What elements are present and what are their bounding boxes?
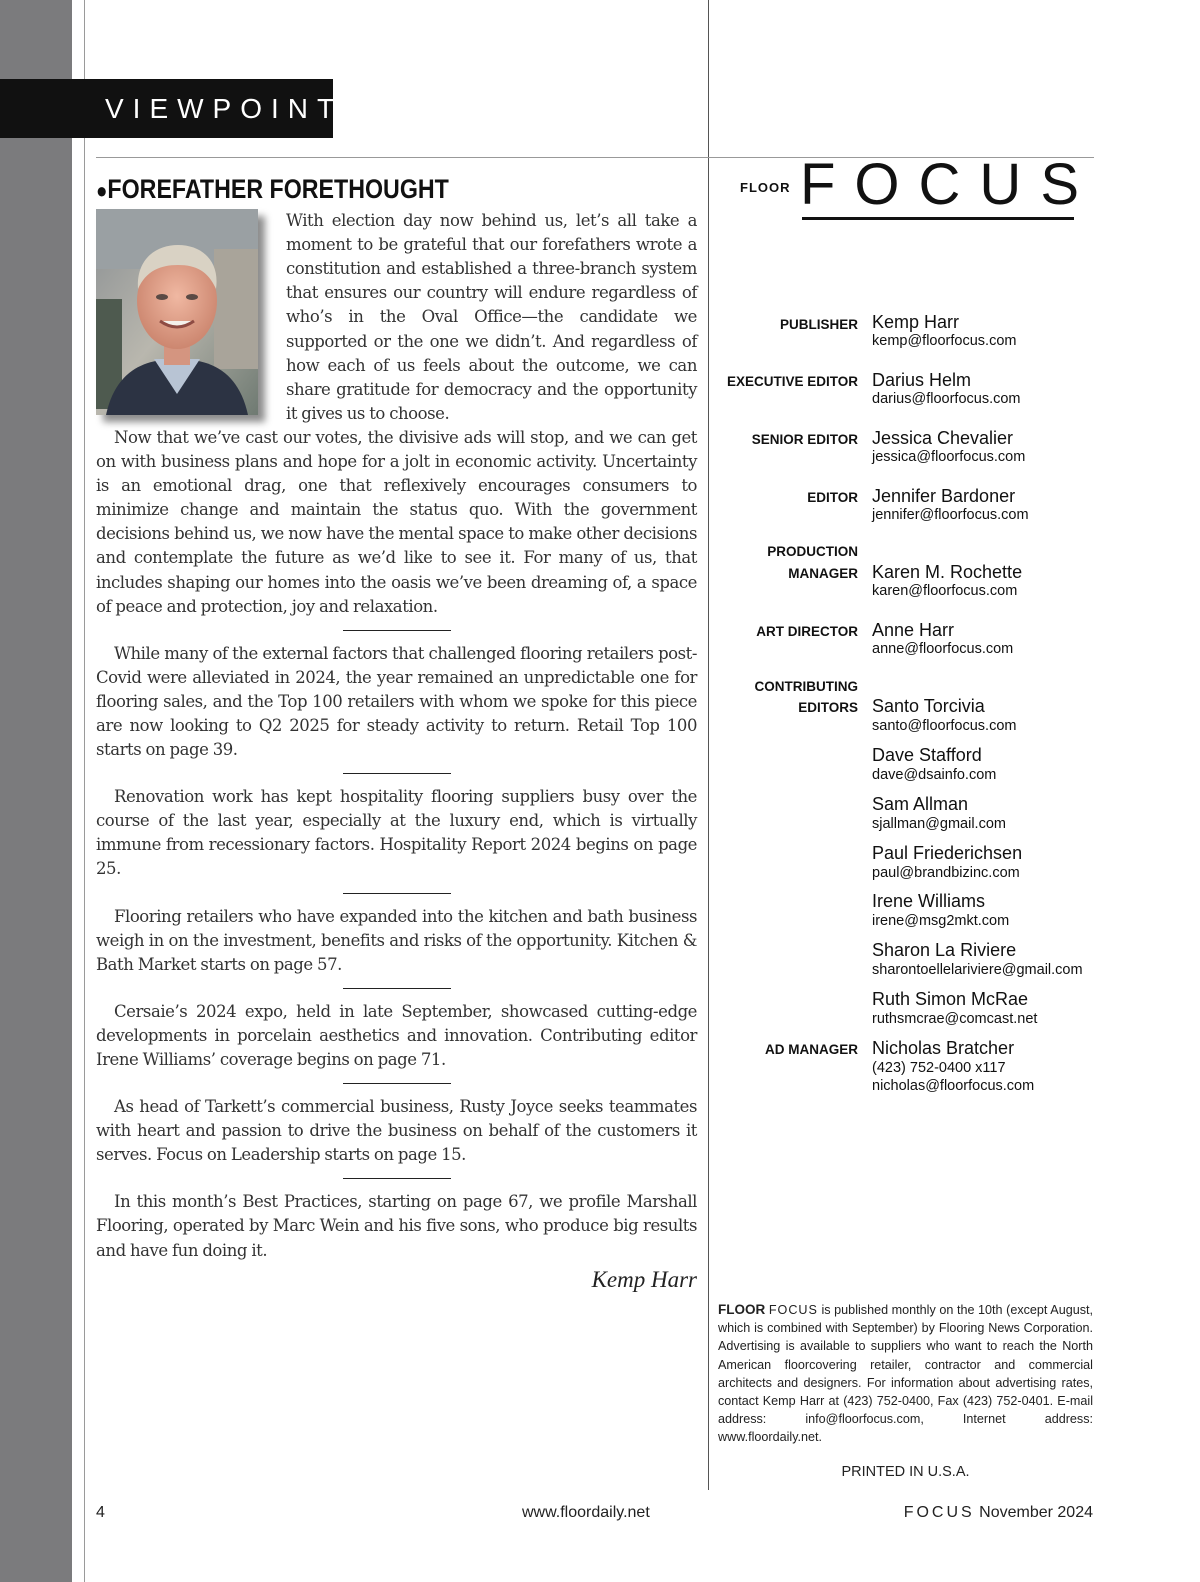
staff-email: ruthsmcrae@comcast.net	[872, 1011, 1038, 1027]
article-paragraph-7: As head of Tarkett’s commercial business, Rusty Joyce seeks teammates with heart and passion to drive the business on behalf of the customers it serves. Focus on Leadership starts on page 15.	[96, 1097, 697, 1165]
article-paragraph-3: While many of the external factors that challenged flooring retailers post-Covid were alleviated in 2024, the year remained an unpredictable one for flooring sales, and the Top 100 retailers with whom we spoke for this piece are now looking to Q2 2025 for steady activity to return. Retail Top 100 starts on page 39.	[96, 643, 697, 760]
staff-role-line: PRODUCTION	[767, 544, 858, 559]
staff-phone: (423) 752-0400 x117	[872, 1060, 1006, 1076]
staff-name: Dave Stafford	[872, 745, 982, 765]
staff-name: Sam Allman	[872, 794, 969, 814]
paragraph-separator	[343, 1178, 451, 1179]
bullet-icon: ●	[96, 178, 108, 203]
staff-role: AD MANAGER	[765, 1042, 858, 1057]
article-paragraph-5: Flooring retailers who have expanded into the kitchen and bath business weigh in on the investment, benefits and risks of the opportunity. Kitchen & Bath Market starts on page 57.	[96, 906, 697, 974]
staff-email: dave@dsainfo.com	[872, 767, 997, 783]
article-paragraph-4: Renovation work has kept hospitality flooring suppliers busy over the course of the last year, especially at the luxury end, which is virtually immune from recessionary factors. Hospitality Report 2024 begins on page 25.	[96, 787, 697, 879]
staff-role: EXECUTIVE EDITOR	[726, 374, 858, 389]
article-paragraph-2: Now that we’ve cast our votes, the divisive ads will stop, and we can get on with business plans and hope for a jolt in economic activity. Uncertainty is an emotional drag, one that reflexively encourages consumers to minimize change and maintain the status quo. With the government decisions behind us, we now have the mental space to make other decisions and contemplate the future as we’d like to see it. For many of us, that includes shaping our homes into the oasis we’ve been dreaming of, a space of peace and protection, joy and relaxation.	[96, 427, 697, 616]
footer-issue	[904, 1504, 1093, 1522]
paragraph-separator	[343, 773, 451, 774]
staff-email: sjallman@gmail.com	[872, 816, 1006, 832]
footer-website: www.floordaily.net	[522, 1504, 650, 1521]
staff-email: karen@floorfocus.com	[872, 583, 1018, 599]
author-photo	[96, 209, 258, 415]
publication-note-text: is published monthly on the 10th (except August, which is combined with September) by Flooring News Corporation. Advertising is available to suppliers who want to reach the North American floorcovering retailer, contractor and commercial architects and designers. For information about advertising rates, contact Kemp Harr at (423) 752-0400, Fax (423) 752-0401. E-mail address: info@floorfocus.com, Internet address: www.floordaily.net.	[718, 1303, 1094, 1445]
staff-email: anne@floorfocus.com	[872, 641, 1014, 657]
staff-name: Jessica Chevalier	[872, 428, 1014, 448]
article-paragraph-1: With election day now behind us, let’s all take a moment to be grateful that our forefathers wrote a constitution and established a three-branch system that ensures our country will endure regardless of who’s in the Oval Office—the candidate we supported or the one we didn’t. And regardless of how each of us feels about the outcome, we can share gratitude for democracy and the opportunity it gives us to choose.	[286, 211, 697, 423]
staff-name: Paul Friederichsen	[872, 843, 1023, 863]
staff-email: sharontoellelariviere@gmail.com	[872, 962, 1083, 978]
staff-name: Santo Torcivia	[872, 696, 985, 716]
staff-name: Ruth Simon McRae	[872, 989, 1029, 1009]
staff-name: Jennifer Bardoner	[872, 486, 1016, 506]
staff-name: Irene Williams	[872, 891, 986, 911]
staff-name: Nicholas Bratcher	[872, 1038, 1015, 1058]
footer-issue-date: November 2024	[979, 1504, 1093, 1521]
staff-email: santo@floorfocus.com	[872, 718, 1017, 734]
staff-email: nicholas@floorfocus.com	[872, 1078, 1035, 1094]
publication-note	[718, 1301, 1093, 1447]
staff-role: ART DIRECTOR	[756, 624, 858, 639]
article-paragraph-6: Cersaie’s 2024 expo, held in late September, showcased cutting-edge developments in porcelain aesthetics and innovation. Contributing editor Irene Williams’ coverage begins on page 71.	[96, 1001, 697, 1069]
article-paragraph-8: In this month’s Best Practices, starting on page 67, we profile Marshall Flooring, operated by Marc Wein and his five sons, who produce big results and have fun doing it.	[96, 1192, 697, 1260]
left-margin-rule	[84, 0, 85, 1582]
staff-role: MANAGER	[788, 566, 858, 581]
staff-role-line: CONTRIBUTING	[754, 679, 858, 694]
paragraph-separator	[343, 988, 451, 989]
masthead-underline	[802, 217, 1074, 220]
section-banner: VIEWPOINT	[0, 79, 333, 138]
staff-name: Darius Helm	[872, 370, 972, 390]
portrait-image	[96, 209, 258, 415]
staff-role: PUBLISHER	[779, 317, 858, 332]
staff-email: irene@msg2mkt.com	[872, 913, 1010, 929]
staff-email: jessica@floorfocus.com	[872, 449, 1026, 465]
masthead-floor: FLOOR	[740, 180, 791, 195]
masthead-logo	[740, 152, 1098, 230]
staff-email: paul@brandbizinc.com	[872, 865, 1020, 881]
staff-email: jennifer@floorfocus.com	[872, 507, 1029, 523]
staff-email: darius@floorfocus.com	[872, 391, 1021, 407]
staff-name: Sharon La Riviere	[872, 940, 1017, 960]
margin-gray-bar	[0, 0, 72, 1582]
staff-role: EDITORS	[798, 700, 858, 715]
column-divider	[708, 0, 709, 1490]
printed-notice: PRINTED IN U.S.A.	[841, 1464, 970, 1480]
staff-name: Kemp Harr	[872, 312, 960, 332]
paragraph-separator	[343, 893, 451, 894]
staff-role: SENIOR EDITOR	[751, 432, 858, 447]
footer-issue-brand: FOCUS	[903, 1504, 975, 1521]
staff-name: Anne Harr	[872, 620, 955, 640]
paragraph-separator	[343, 630, 451, 631]
paragraph-separator	[343, 1083, 451, 1084]
staff-email: kemp@floorfocus.com	[872, 333, 1017, 349]
publication-brand-floor: FLOOR	[718, 1302, 766, 1317]
staff-role: EDITOR	[807, 490, 858, 505]
publication-brand-focus: FOCUS	[768, 1303, 818, 1317]
author-signature: Kemp Harr	[591, 1266, 697, 1292]
masthead-focus: FOCUS	[800, 152, 1098, 217]
staff-name: Karen M. Rochette	[872, 562, 1023, 582]
article-headline: ●FOREFATHER FORETHOUGHT	[96, 174, 449, 204]
editorial-article	[96, 172, 697, 1293]
page-number: 4	[96, 1504, 105, 1521]
